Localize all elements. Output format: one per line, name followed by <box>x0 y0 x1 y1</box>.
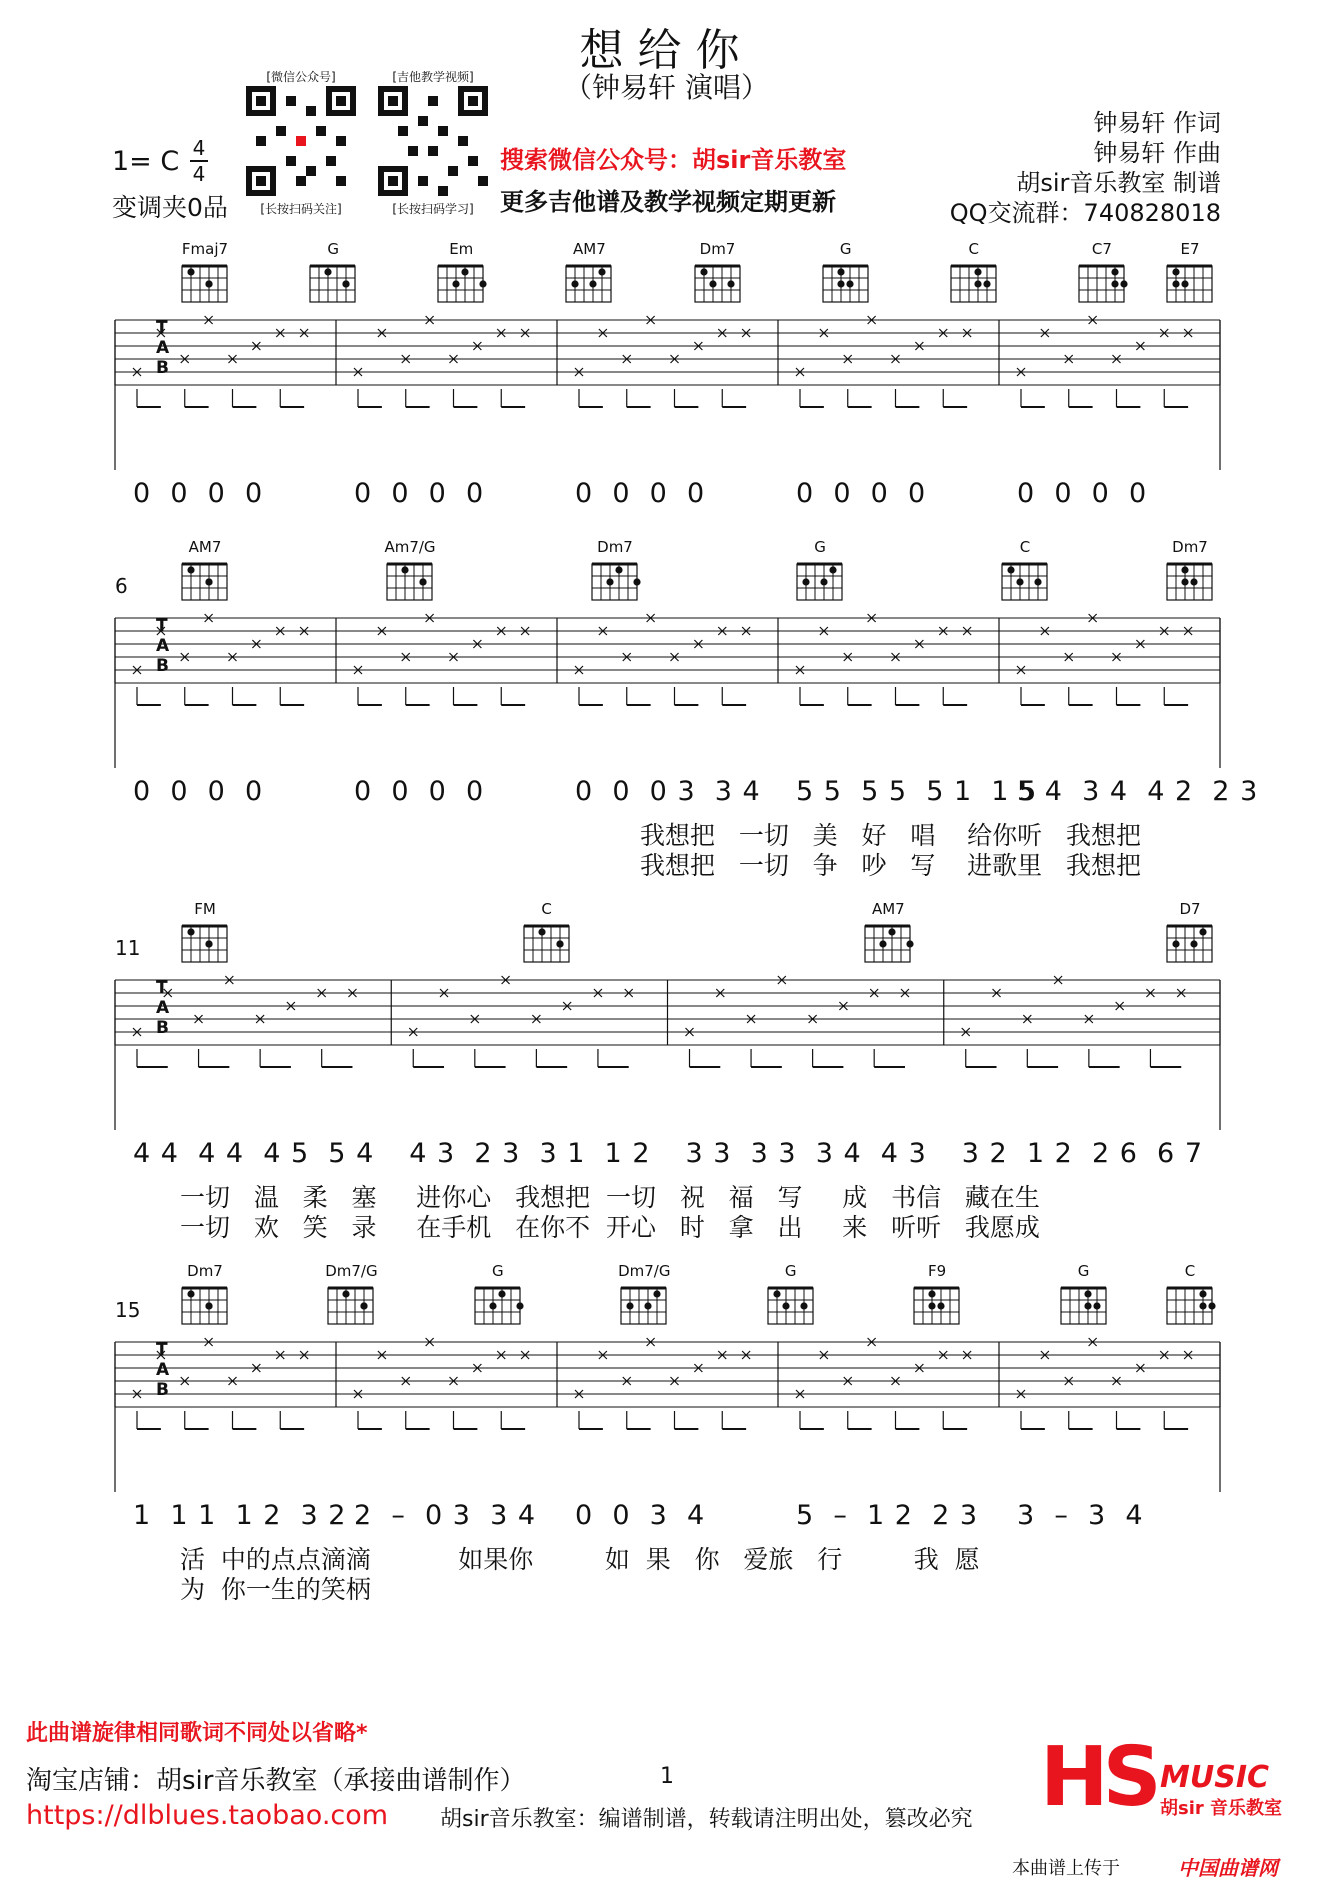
chord-name: Am7/G <box>384 538 436 556</box>
chord-name: Dm7 <box>187 1262 223 1280</box>
chord-diagram-icon <box>589 556 641 606</box>
capo-info: 变调夹0品 <box>112 193 228 222</box>
chord-name: G <box>1077 1262 1090 1280</box>
chord-diagram-icon <box>384 556 436 606</box>
jianpu-measure: 1 1 1 1 2 3 2 <box>133 1500 347 1531</box>
lyric-line: 我想把 一切 争 吵 写 进歌里 我想把 <box>640 851 1141 880</box>
lyric-line: 我想把 一切 美 好 唱 给你听 我想把 <box>640 821 1141 850</box>
chord-name: E7 <box>1180 240 1200 258</box>
chord-diagram-icon <box>1076 258 1128 308</box>
promo-wechat: 搜索微信公众号：胡sir音乐教室 <box>500 146 847 174</box>
jianpu-measure: 5 4 3 4 4 2 2 3 <box>1017 776 1259 807</box>
chord-diagram-icon <box>563 258 615 308</box>
promo-updates: 更多吉他谱及教学视频定期更新 <box>500 188 836 216</box>
chord-name: AM7 <box>871 900 905 918</box>
qr-code-icon <box>378 86 488 196</box>
song-title: 想给你 <box>579 25 754 76</box>
jianpu-measure: 5 – 1 2 2 3 <box>796 1500 979 1531</box>
qr2-label-top: [吉他教学视频] <box>392 70 474 84</box>
lyric-line: 一切 欢 笑 录 在手机 在你不 开心 时 拿 出 来 听听 我愿成 <box>180 1213 1040 1242</box>
jianpu-measure: 3 2 1 2 2 6 6 7 <box>961 1138 1204 1169</box>
chord-diagram-icon <box>435 258 487 308</box>
chord-name: G <box>784 1262 797 1280</box>
shop-link[interactable]: https://dlblues.taobao.com <box>26 1800 389 1831</box>
chord-name: C <box>1019 538 1031 556</box>
lyric-line: 活 中的点点滴滴 如果你 如 果 你 爱旅 行 我 愿 <box>180 1545 980 1574</box>
chord-name: G <box>839 240 852 258</box>
measure-number: 15 <box>115 1298 141 1322</box>
chord-diagram-icon <box>794 556 846 606</box>
tab-letter: T <box>156 1340 168 1360</box>
upload-note: 本曲谱上传于 <box>1012 1858 1120 1879</box>
time-signature <box>190 138 208 184</box>
jianpu-measure: 4 3 2 3 3 1 1 2 <box>409 1138 651 1169</box>
lyric-line: 为 你一生的笑柄 <box>180 1575 371 1604</box>
jianpu-measure: 0 0 0 0 <box>796 478 927 509</box>
chord-diagram-icon <box>179 258 231 308</box>
chord-diagram-icon <box>325 1280 377 1330</box>
shop-info: 淘宝店铺：胡sir音乐教室（承接曲谱制作） <box>26 1766 526 1796</box>
chord-diagram-icon <box>765 1280 817 1330</box>
chord-name: FM <box>194 900 216 918</box>
tab-letter: B <box>156 1380 169 1400</box>
song-subtitle: （钟易轩 演唱） <box>564 71 769 104</box>
lyricist: 钟易轩 作词 <box>1093 109 1221 137</box>
jianpu-measure: 0 0 0 3 3 4 <box>575 776 761 807</box>
chord-name: Dm7 <box>699 240 736 258</box>
jianpu-measure: 3 – 3 4 <box>1017 1500 1144 1531</box>
chord-name: C <box>968 240 979 258</box>
notice: 此曲谱旋律相同歌词不同处以省略* <box>26 1721 368 1746</box>
jianpu-measure: 2 – 0 3 3 4 <box>354 1500 537 1531</box>
chord-diagram-icon <box>307 258 359 308</box>
qq-group: QQ交流群：740828018 <box>949 199 1221 227</box>
chord-name: Em <box>449 240 474 258</box>
tab-letter: A <box>156 1360 170 1380</box>
hs-logo-icon: HS <box>1040 1730 1156 1825</box>
chord-diagram-icon <box>179 1280 231 1330</box>
chord-name: G <box>814 538 826 556</box>
chord-name: G <box>492 1262 504 1280</box>
chord-name: AM7 <box>573 240 606 258</box>
qr-code-icon <box>246 86 356 196</box>
chord-diagram-icon <box>179 556 231 606</box>
tab-letter: T <box>156 978 168 998</box>
chord-name: Dm7 <box>1172 538 1208 556</box>
chord-diagram-icon <box>692 258 744 308</box>
tab-letter: T <box>156 616 168 636</box>
jianpu-measure: 0 0 0 0 <box>354 776 485 807</box>
chord-name: C7 <box>1091 240 1112 258</box>
site-logo: 中国曲谱网 <box>1178 1856 1278 1880</box>
jianpu-measure: 4 4 4 4 4 5 5 4 <box>133 1138 375 1169</box>
chord-name: G <box>327 240 339 258</box>
chord-name: F9 <box>928 1262 947 1280</box>
jianpu-measure: 5 5 5 5 5 1 1 5 <box>796 776 1038 807</box>
chord-diagram-icon <box>999 556 1051 606</box>
time-bottom: 4 <box>192 162 206 186</box>
jianpu-measure: 0 0 0 0 <box>133 478 264 509</box>
measure-number: 6 <box>115 574 128 598</box>
logo-subtitle: 胡sir 音乐教室 <box>1160 1798 1283 1819</box>
score-system <box>0 900 1333 1242</box>
chord-name: D7 <box>1179 900 1201 918</box>
chord-diagram-icon <box>1164 556 1216 606</box>
music-logo-text: MUSIC <box>1160 1760 1269 1795</box>
chord-diagram-icon <box>1164 258 1216 308</box>
tab-letter: A <box>156 338 170 358</box>
measure-number: 11 <box>115 936 141 960</box>
qr2-label-bottom: [长按扫码学习] <box>392 202 474 216</box>
page-number: 1 <box>660 1764 674 1789</box>
tab-letter: B <box>156 656 169 676</box>
chord-diagram-icon <box>618 1280 670 1330</box>
score-system <box>0 240 1333 560</box>
tab-letter: B <box>156 1018 169 1038</box>
qr1-label-top: [微信公众号] <box>266 70 336 84</box>
qr1-label-bottom: [长按扫码关注] <box>260 202 342 216</box>
chord-diagram-icon <box>179 918 231 968</box>
chord-diagram-icon <box>948 258 1000 308</box>
jianpu-measure: 0 0 0 0 <box>133 776 264 807</box>
tab-letter: B <box>156 358 169 378</box>
chord-name: AM7 <box>188 538 222 556</box>
lyric-line: 一切 温 柔 塞 进你心 我想把 一切 祝 福 写 成 书信 藏在生 <box>180 1183 1040 1212</box>
chord-diagram-icon <box>1058 1280 1110 1330</box>
score-system <box>0 1262 1333 1604</box>
chord-name: Dm7/G <box>618 1262 671 1280</box>
tab-letter: A <box>156 998 170 1018</box>
credits <box>950 108 1221 228</box>
key-signature: 1= C <box>112 146 180 177</box>
chord-name: C <box>541 900 552 918</box>
chord-name: Dm7 <box>597 538 633 556</box>
copyright: 胡sir音乐教室：编谱制谱，转载请注明出处，篡改必究 <box>440 1807 973 1832</box>
chord-diagram-icon <box>820 258 872 308</box>
chord-diagram-icon <box>472 1280 524 1330</box>
chord-name: Fmaj7 <box>181 240 229 258</box>
tab-letter: A <box>156 636 170 656</box>
chord-diagram-icon <box>911 1280 963 1330</box>
jianpu-measure: 3 3 3 3 3 4 4 3 <box>685 1138 927 1169</box>
jianpu-measure: 0 0 0 0 <box>575 478 706 509</box>
score-system <box>0 538 1333 880</box>
composer: 钟易轩 作曲 <box>1093 139 1221 167</box>
jianpu-measure: 0 0 0 0 <box>354 478 485 509</box>
chord-name: Dm7/G <box>325 1262 378 1280</box>
chord-diagram-icon <box>1164 918 1216 968</box>
jianpu-measure: 0 0 3 4 <box>575 1500 706 1531</box>
chord-diagram-icon <box>862 918 914 968</box>
chord-diagram-icon <box>1164 1280 1216 1330</box>
arranger: 胡sir音乐教室 制谱 <box>1016 169 1221 197</box>
tab-letter: T <box>156 318 168 338</box>
chord-name: C <box>1184 1262 1196 1280</box>
time-top: 4 <box>192 136 206 160</box>
chord-diagram-icon <box>521 918 573 968</box>
jianpu-measure: 0 0 0 0 <box>1017 478 1148 509</box>
